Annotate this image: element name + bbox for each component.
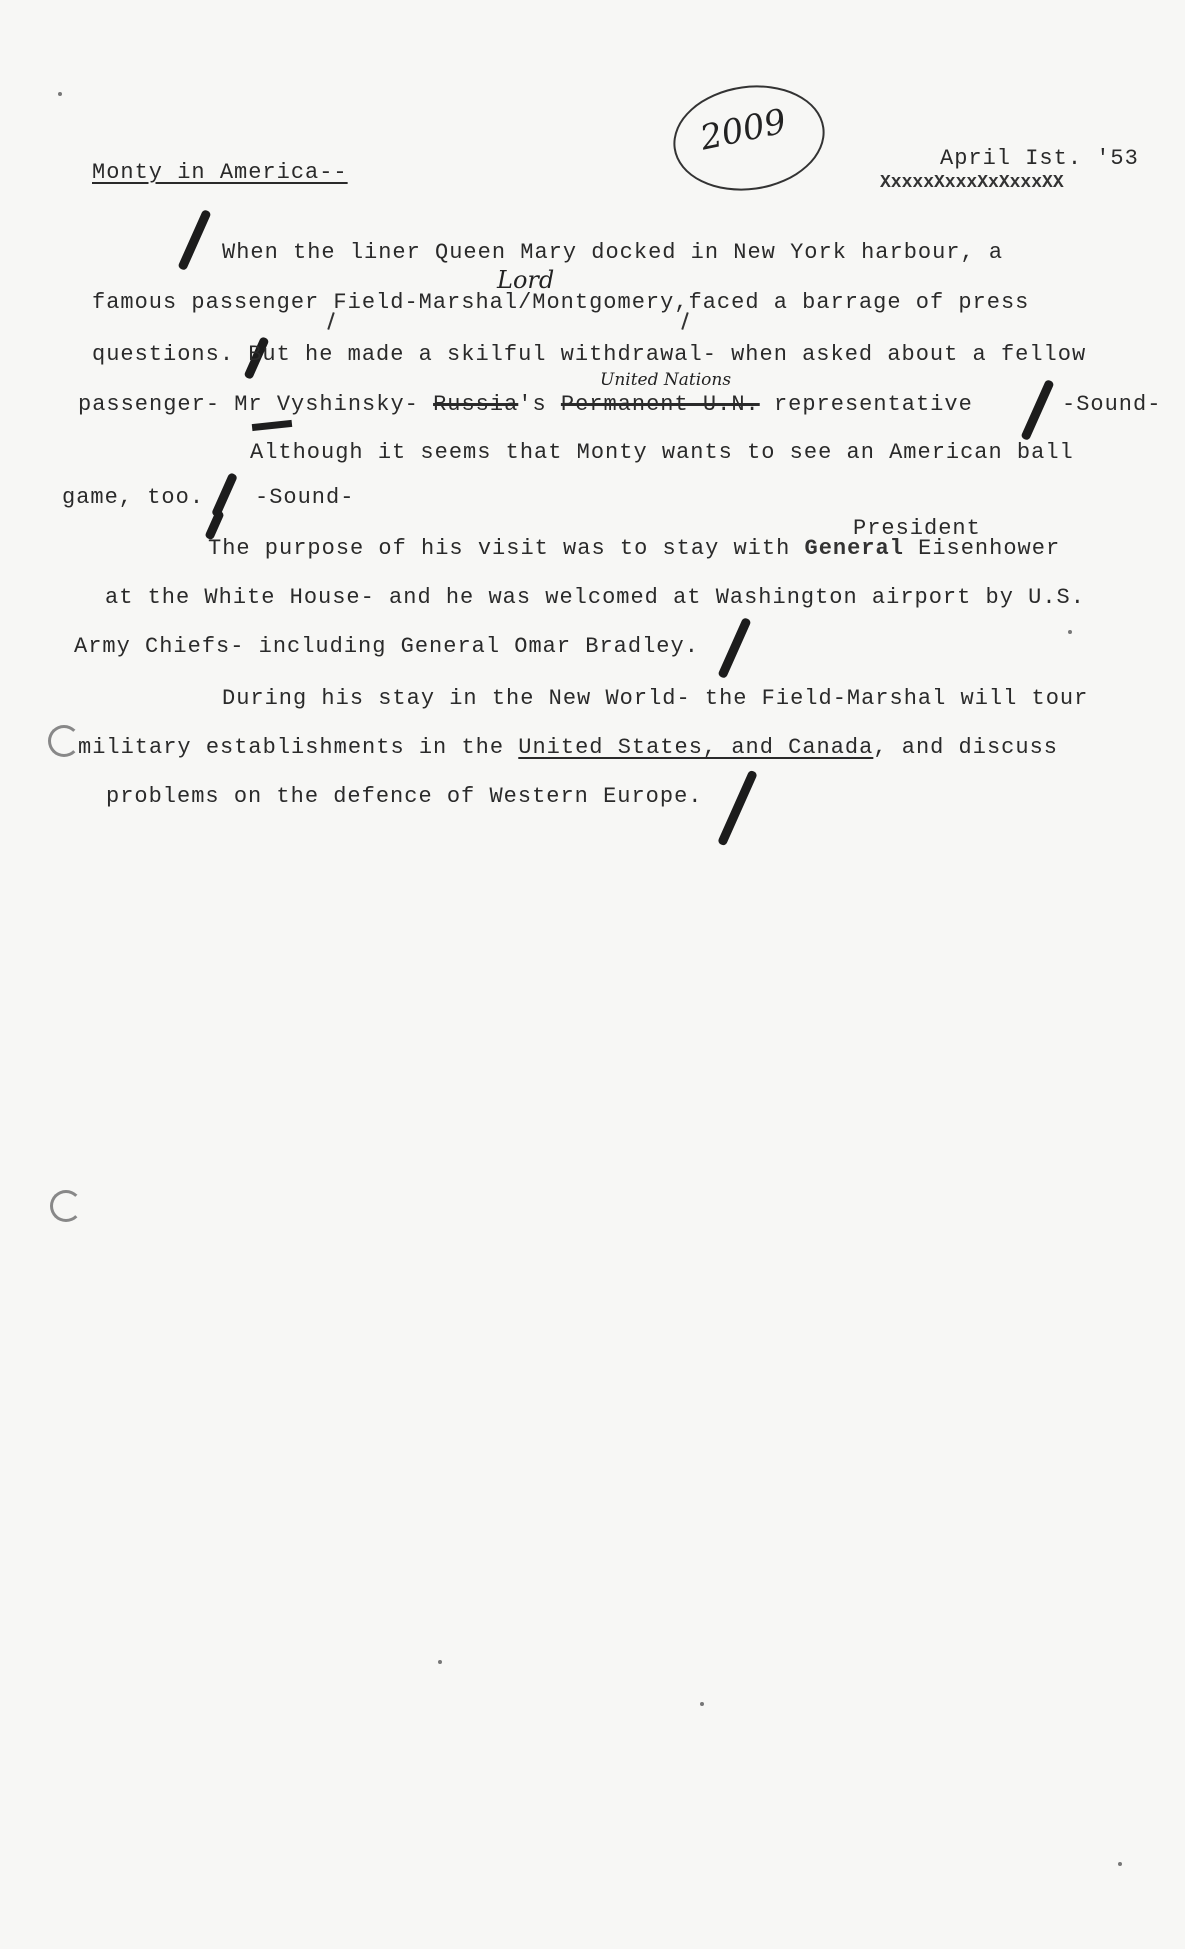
edit-slash-mark bbox=[717, 617, 751, 679]
document-title: Monty in America-- bbox=[92, 160, 348, 185]
body-line-5: Although it seems that Monty wants to see an American ball bbox=[250, 440, 1074, 465]
speck bbox=[58, 92, 62, 96]
body-line-12 bbox=[78, 735, 1058, 761]
body-line-1: When the liner Queen Mary docked in New York harbour, a bbox=[222, 240, 1004, 265]
speck bbox=[1068, 630, 1072, 634]
body-line-9: at the White House- and he was welcomed at Washington airport by U.S. bbox=[105, 585, 1085, 610]
body-line-2: famous passenger Field-Marshal/Montgomery,faced a barrage of press bbox=[92, 290, 1030, 315]
line-2-part-3: faced a barrage of press bbox=[688, 290, 1030, 315]
punch-hole-mark bbox=[50, 1190, 82, 1222]
struck-word-mark bbox=[252, 420, 293, 431]
speck bbox=[1118, 1862, 1122, 1866]
speck bbox=[438, 1660, 442, 1664]
line-4-part-1: passenger- Mr Vyshinsky- bbox=[78, 392, 419, 417]
body-line-3: questions. But he made a skilful withdrawal- when asked about a fellow bbox=[92, 342, 1087, 367]
edit-slash-mark bbox=[177, 209, 211, 271]
archive-number: 2009 bbox=[696, 101, 790, 159]
body-line-8 bbox=[208, 536, 1060, 562]
line-8-eisenhower: Eisenhower bbox=[918, 536, 1061, 561]
sound-cue-1: -Sound- bbox=[1062, 392, 1162, 417]
body-line-10: Army Chiefs- including General Omar Bradley. bbox=[74, 634, 699, 659]
line-4-possessive: 's bbox=[518, 392, 547, 417]
typed-over-general: General bbox=[804, 536, 904, 561]
edit-slash-mark bbox=[1020, 379, 1054, 441]
united-states-and-canada: United States, and Canada bbox=[518, 735, 874, 760]
document-date: April Ist. '53 bbox=[940, 146, 1139, 171]
insert-president: President bbox=[853, 516, 981, 541]
sound-cue-2: -Sound- bbox=[255, 485, 355, 510]
punch-hole-mark bbox=[48, 725, 80, 757]
handwritten-united-nations: United Nations bbox=[600, 370, 732, 390]
line-6-part-1: game, too. bbox=[62, 485, 205, 510]
speck bbox=[700, 1702, 704, 1706]
struck-permanent-un: Permanent U.N. bbox=[560, 392, 760, 417]
line-12-part-3: , and discuss bbox=[873, 735, 1058, 760]
line-2-montgomery: Montgomery bbox=[532, 290, 675, 315]
line-2-part-1: famous passenger Field-Marshal bbox=[92, 290, 519, 315]
date-typed-over: XxxxxXxxxXxXxxxXX bbox=[880, 173, 1064, 193]
line-12-part-1: military establishments in the bbox=[78, 735, 505, 760]
body-line-11: During his stay in the New World- the Field-Marshal will tour bbox=[222, 686, 1089, 711]
edit-slash-mark bbox=[717, 770, 758, 847]
body-line-4 bbox=[78, 392, 973, 418]
line-4-representative: representative bbox=[773, 392, 973, 417]
struck-russia: Russia bbox=[433, 392, 519, 417]
body-line-13: problems on the defence of Western Europe. bbox=[106, 784, 703, 809]
handwritten-lord: Lord bbox=[497, 266, 555, 294]
line-8-part-1: The purpose of his visit was to stay with bbox=[208, 536, 791, 561]
body-line-6 bbox=[62, 485, 204, 511]
